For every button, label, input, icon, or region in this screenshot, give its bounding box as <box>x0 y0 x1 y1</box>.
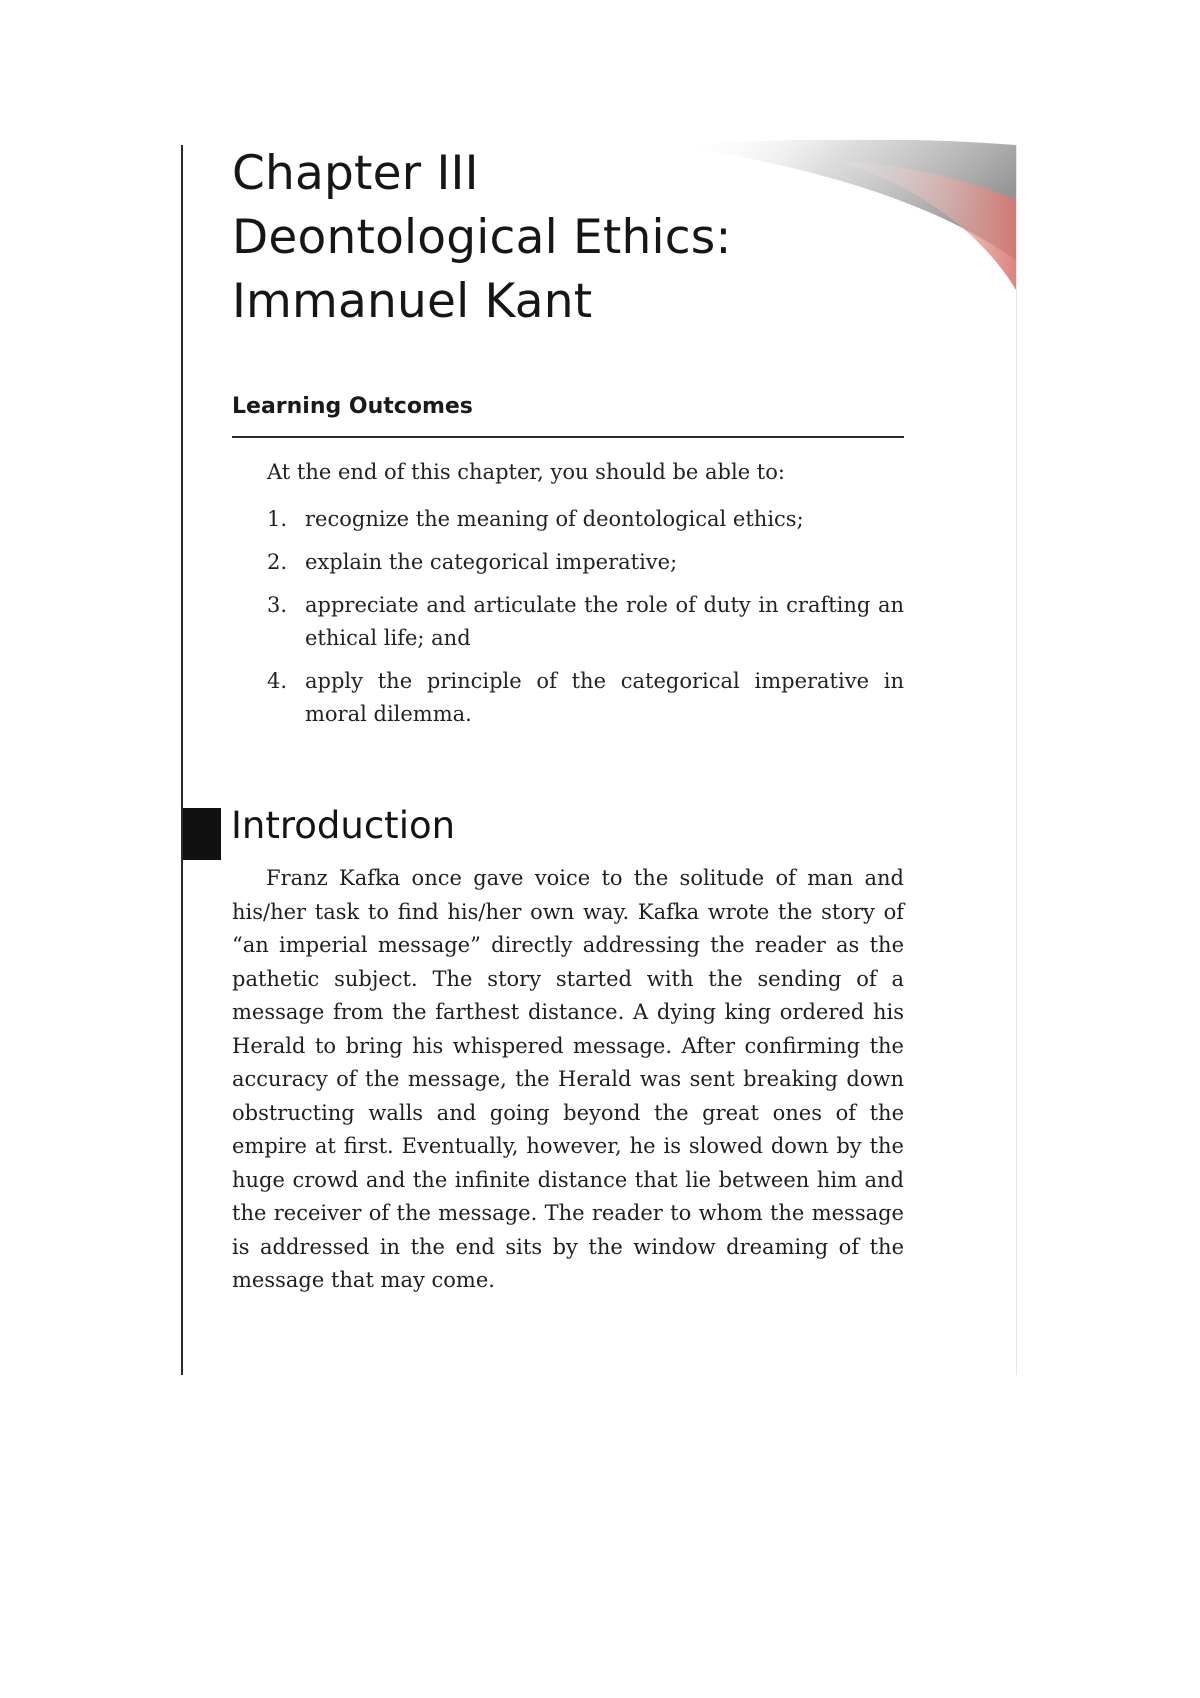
chapter-title <box>232 142 832 334</box>
list-item-text: apply the principle of the categorical imperative in moral dilemma. <box>305 669 904 726</box>
introduction-paragraph: Franz Kafka once gave voice to the solitude of man and his/her task to find his/her own way. Kafka wrote the story of “an imperial message” directly addressing the reader as the pathetic subject. The story started with the sending of a message from the farthest distance. A dying king ordered his Herald to bring his whispered message. After confirming the accuracy of the message, the Herald was sent breaking down obstructing walls and going beyond the great ones of the empire at first. Eventually, however, he is slowed down by the huge crowd and the infinite distance that lie between him and the receiver of the message. The reader to whom the message is addressed in the end sits by the window dreaming of the message that may come. <box>232 866 904 1292</box>
list-item-text: explain the categorical imperative; <box>305 550 678 574</box>
page-edge-right <box>1016 145 1017 1375</box>
list-item-number: 2. <box>267 550 288 574</box>
learning-outcomes-intro: At the end of this chapter, you should be able to: <box>267 460 785 484</box>
section-marker-block <box>183 808 221 860</box>
list-item <box>267 589 904 655</box>
list-item-text: appreciate and articulate the role of duty in crafting an ethical life; and <box>305 593 904 650</box>
chapter-title-line-1: Chapter III <box>232 146 479 201</box>
learning-outcomes-heading: Learning Outcomes <box>232 394 473 419</box>
introduction-heading: Introduction <box>231 804 456 847</box>
list-item-number: 3. <box>267 593 288 617</box>
chapter-title-line-3: Immanuel Kant <box>232 274 593 329</box>
page-edge-left <box>181 145 183 1375</box>
list-item-number: 4. <box>267 669 288 693</box>
list-item-text: recognize the meaning of deontological ethics; <box>305 507 804 531</box>
chapter-title-line-2: Deontological Ethics: <box>232 210 732 265</box>
learning-outcomes-list <box>267 503 904 741</box>
list-item <box>267 546 904 579</box>
list-item-number: 1. <box>267 507 288 531</box>
list-item <box>267 665 904 731</box>
list-item <box>267 503 904 536</box>
learning-outcomes-rule <box>232 436 904 438</box>
